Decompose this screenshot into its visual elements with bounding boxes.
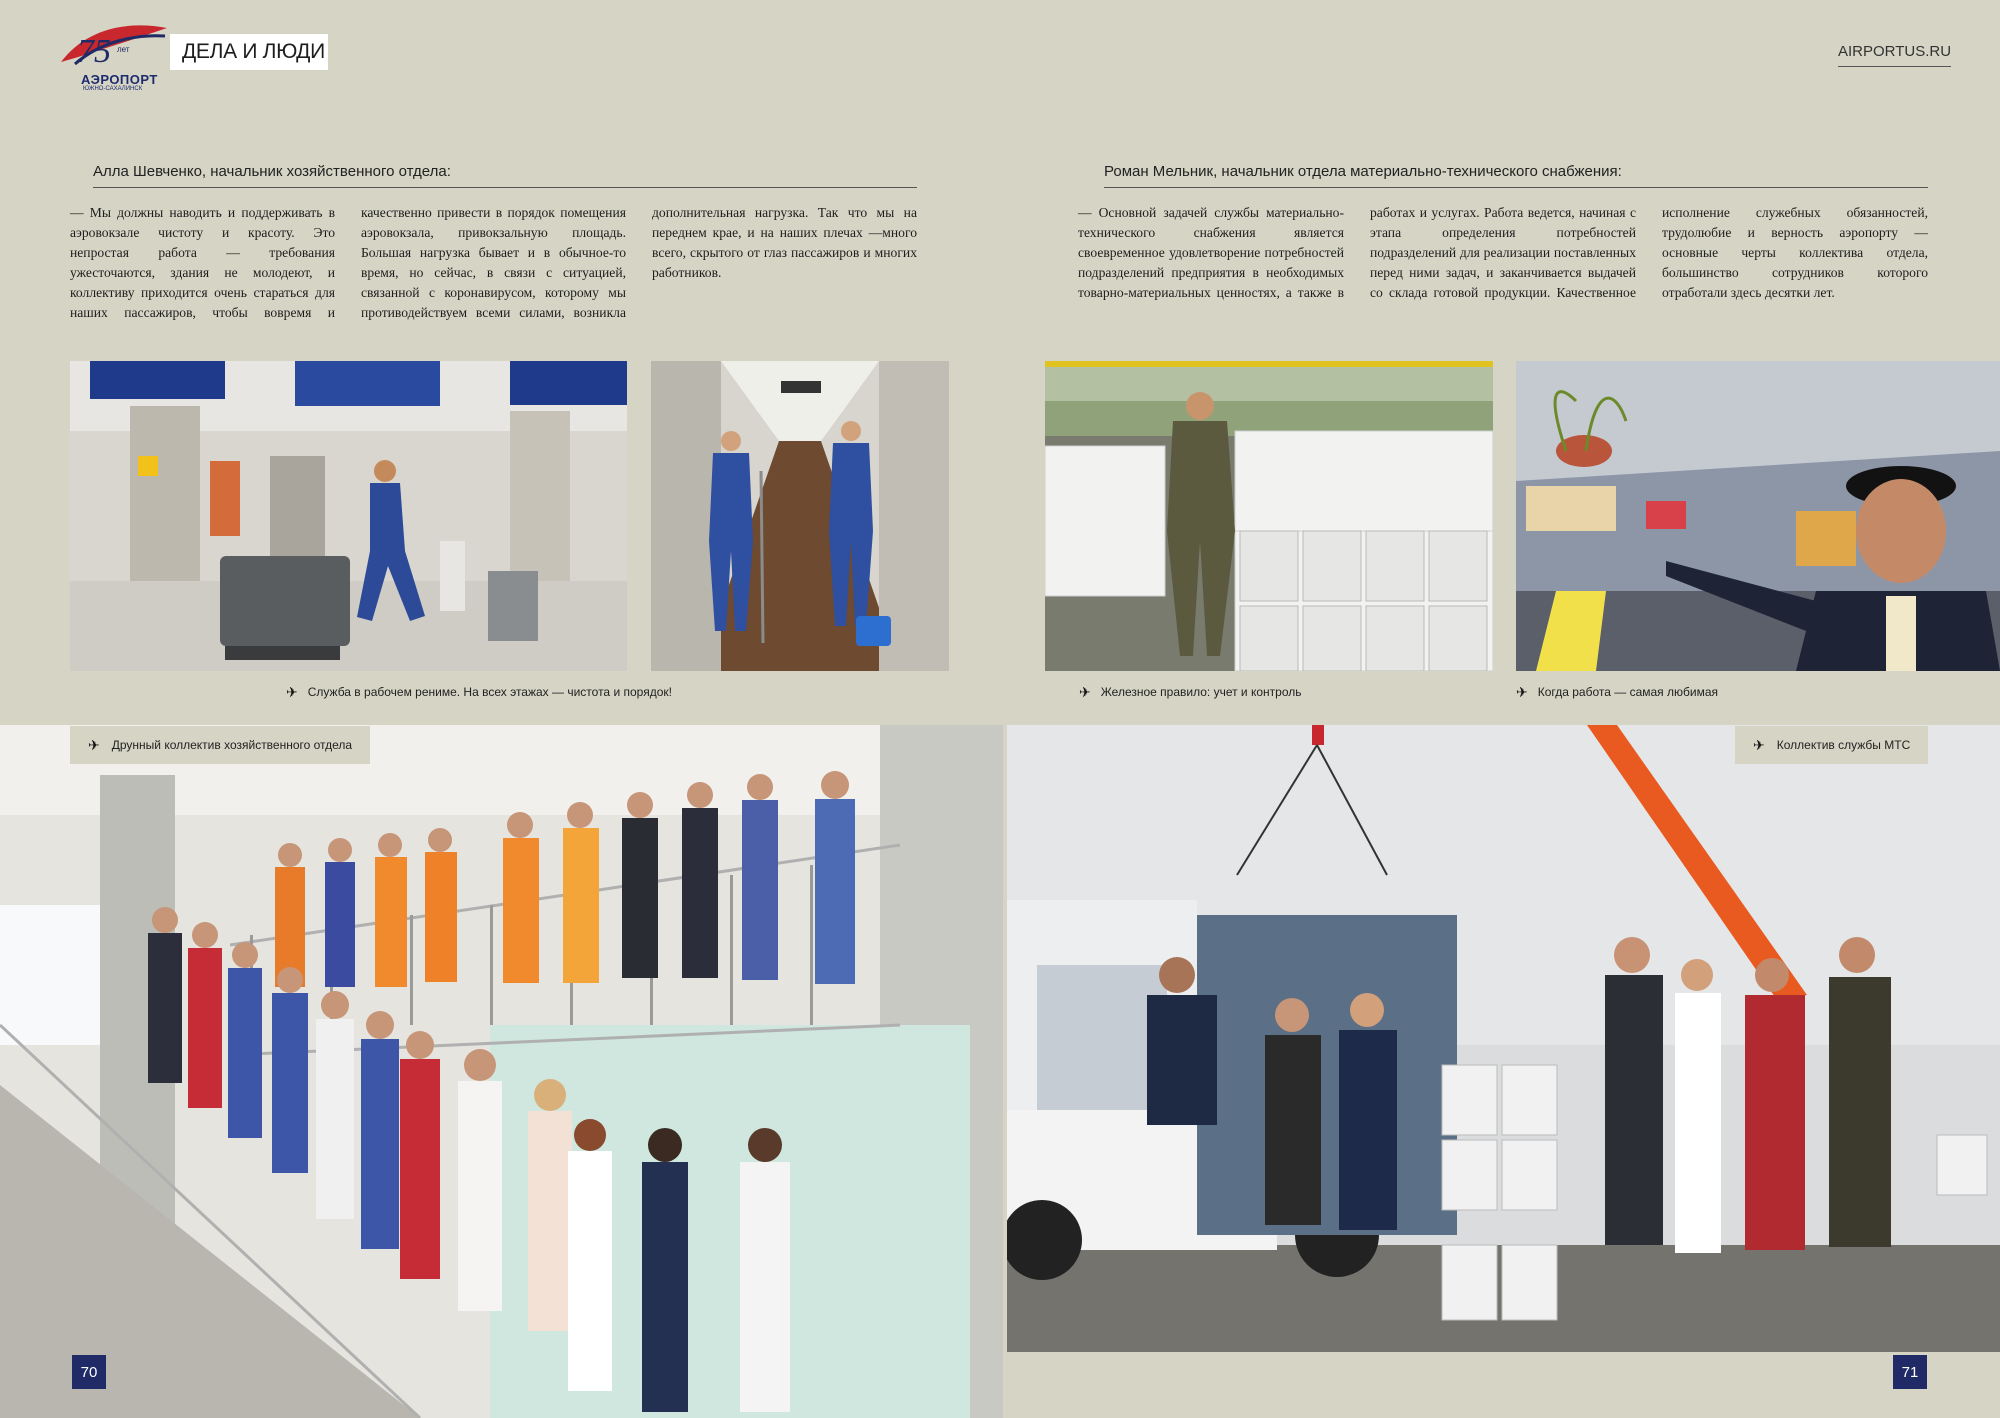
right-quote-author: Роман Мельник, начальник отдела материально-технического снабжения: <box>1104 163 1928 188</box>
site-link[interactable]: AIRPORTUS.RU <box>1838 43 1951 67</box>
airplane-icon: ✈ <box>1753 737 1765 753</box>
svg-text:лет: лет <box>117 45 130 54</box>
logo-title: АЭРОПОРТ <box>81 72 158 87</box>
section-title: ДЕЛА И ЛЮДИ <box>170 34 328 70</box>
photo-corridor-cleaners <box>651 361 949 671</box>
photo-mts-team <box>1007 725 2000 1352</box>
caption-left-photos-text: Служба в рабочем рениме. На всех этажах — чистота и порядок! <box>307 685 672 699</box>
airport-75-logo <box>55 22 173 92</box>
page-number-left: 70 <box>72 1355 106 1389</box>
photo-housekeeping-team <box>0 725 1003 1418</box>
page-number-right: 71 <box>1893 1355 1927 1389</box>
caption-warehouse-text: Железное правило: учет и контроль <box>1100 685 1302 699</box>
airplane-icon: ✈ <box>1516 684 1528 700</box>
airplane-icon: ✈ <box>286 684 298 700</box>
caption-team-right <box>1735 726 1928 764</box>
left-quote-text: — Мы должны наводить и поддерживать в аэровокзале чистоту и красоту. Это непростая работа — требования ужесточаются, здания не молодеют, и коллективу приходится очень стараться для наших пассажиров, чтобы вовремя и качественно привести в порядок помещения аэровокзала, привокзальную площадь. Большая нагрузка бывает и в обычное-то время, но сейчас, в связи с ситуацией, связанной с коронавирусом, которому мы противодействуем всеми силами, возникла дополнительная нагрузка. Так что мы на переднем крае, и на наших плечах —много всего, скрытого от глаз пассажиров и многих работников. <box>70 205 917 320</box>
caption-team-left <box>70 726 370 764</box>
caption-warehouse <box>1079 685 1301 699</box>
airplane-icon: ✈ <box>88 737 100 753</box>
caption-team-left-text: Друнный коллектив хозяйственного отдела <box>111 738 353 752</box>
caption-team-right-text: Коллектив службы МТС <box>1776 738 1911 752</box>
airplane-icon: ✈ <box>1079 684 1091 700</box>
caption-smile <box>1516 685 1718 699</box>
caption-left-photos <box>286 685 672 699</box>
caption-smile-text: Когда работа — самая любимая <box>1537 685 1719 699</box>
left-quote-author: Алла Шевченко, начальник хозяйственного отдела: <box>93 163 917 188</box>
photo-terminal-cleaning <box>70 361 627 671</box>
logo-subtitle: ЮЖНО-САХАЛИНСК <box>83 86 143 92</box>
photo-warehouse-buckets <box>1045 361 1493 671</box>
photo-smiling-worker <box>1516 361 2000 671</box>
right-quote-text: — Основной задачей службы материально-технического снабжения является своевременное удовлетворение потребностей подразделений предприятия в необходимых товарно-материальных ценностях, а также в работах и услугах. Работа ведется, начиная с этапа определения потребностей подразделений для реализации поставленных перед ними задач, и заканчивается выдачей со склада готовой продукции. Качественное исполнение служебных обязанностей, трудолюбие и верность аэропорту — основные черты коллектива отдела, большинство сотрудников которого отработали здесь десятки лет. <box>1078 205 1928 300</box>
svg-text:75: 75 <box>77 33 111 70</box>
